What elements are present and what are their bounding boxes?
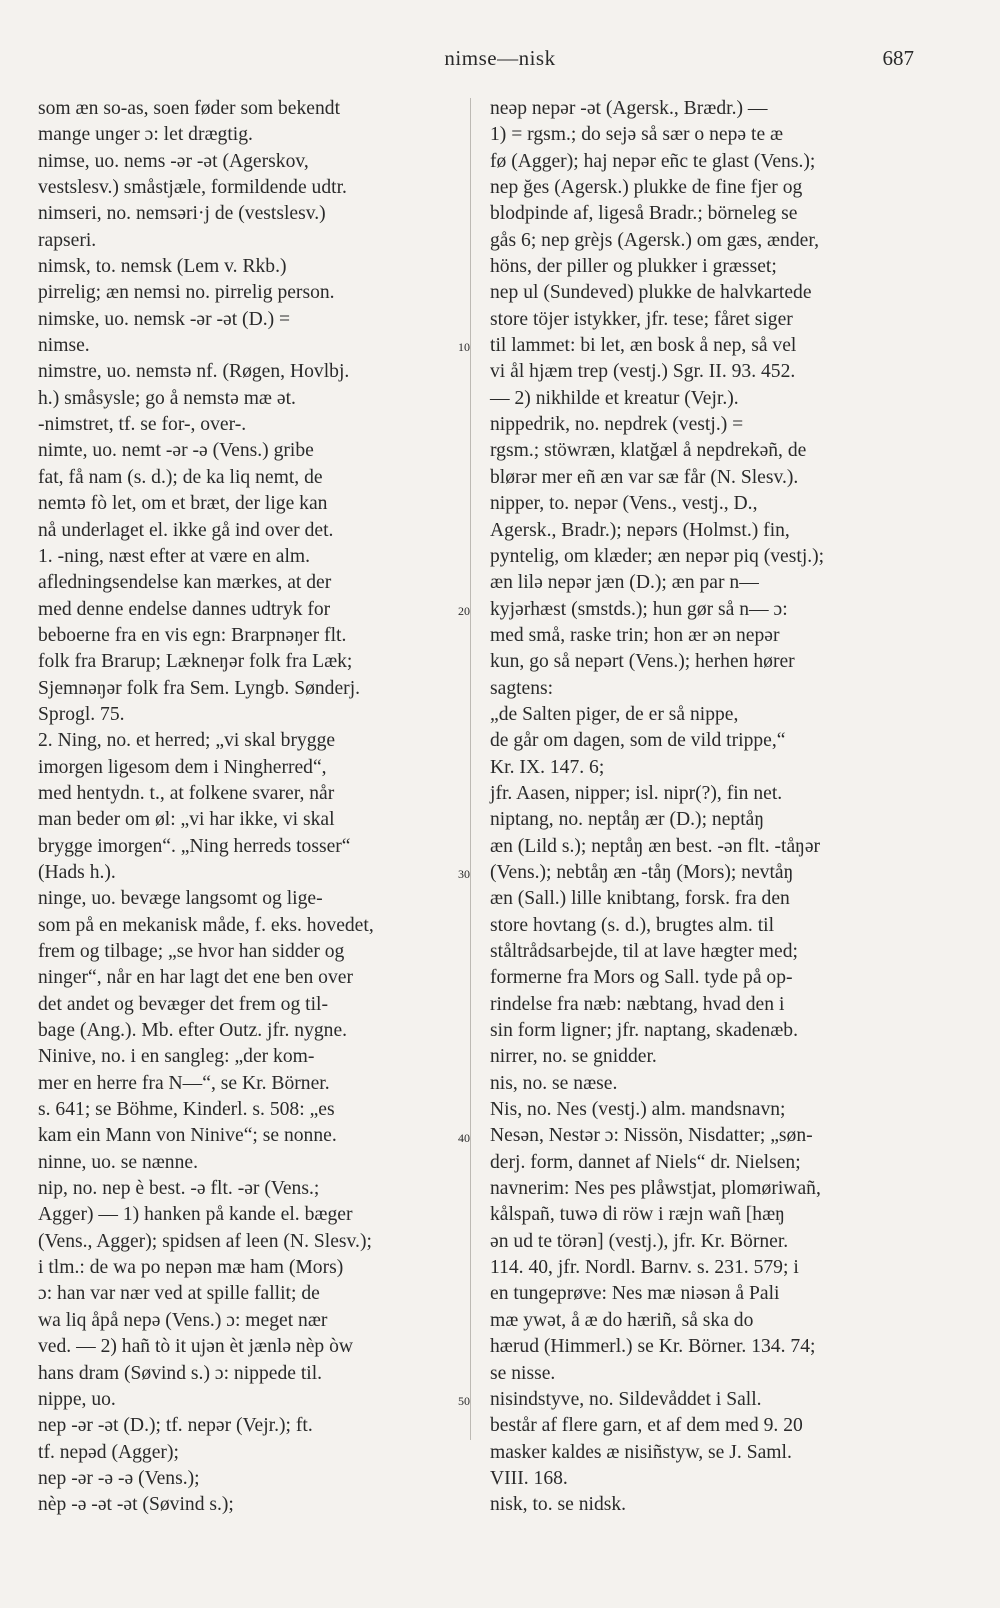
text-line: VIII. 168. bbox=[490, 1467, 568, 1489]
text-line: nimstre, uo. nemstə nf. (Røgen, Hovlbj. bbox=[38, 361, 350, 383]
text-line: nippedrik, no. nepdrek (vestj.) = bbox=[490, 414, 744, 436]
text-line: Agger) — 1) hanken på kande el. bæger bbox=[38, 1204, 353, 1226]
text-line: s. 641; se Böhme, Kinderl. s. 508: „es bbox=[38, 1099, 335, 1121]
text-line: ninne, uo. se nænne. bbox=[38, 1151, 198, 1173]
text-line: nirrer, no. se gnidder. bbox=[490, 1046, 657, 1068]
line-number: 40 bbox=[458, 1130, 470, 1145]
text-line: kålspañ, tuwə di röw i ræjn wañ [hæŋ bbox=[490, 1204, 785, 1226]
text-line: nisindstyve, no. Sildevåddet i Sall. bbox=[490, 1388, 762, 1410]
text-line: tf. nepəd (Agger); bbox=[38, 1441, 179, 1463]
text-line: imorgen ligesom dem i Ningherred“, bbox=[38, 756, 327, 778]
text-line: æn (Lild s.); neptåŋ æn best. -ən flt. -tåŋər bbox=[490, 835, 821, 857]
text-line: beboerne fra en vis egn: Brarpnəŋer flt. bbox=[38, 624, 347, 646]
text-line: Agersk., Bradr.); nepərs (Holmst.) fin, bbox=[490, 519, 790, 541]
text-line: se nisse. bbox=[490, 1362, 556, 1384]
page-header bbox=[0, 46, 1000, 76]
text-line: rapseri. bbox=[38, 229, 97, 251]
text-line: ståltrådsarbejde, til at lave hægter med; bbox=[490, 941, 798, 962]
text-line: ɔ: han var nær ved at spille fallit; de bbox=[38, 1283, 320, 1305]
text-line: formerne fra Mors og Sall. tyde på op- bbox=[490, 967, 793, 989]
text-line: Nis, no. Nes (vestj.) alm. mandsnavn; bbox=[490, 1099, 786, 1121]
line-number: 30 bbox=[458, 867, 470, 882]
text-line: — 2) nikhilde et kreatur (Vejr.). bbox=[490, 387, 739, 409]
text-line: blørər mer eñ æn var sæ får (N. Slesv.). bbox=[490, 466, 799, 488]
text-line: sagtens: bbox=[490, 677, 554, 699]
text-line: mæ ywət, å æ do hæriñ, så ska do bbox=[490, 1309, 754, 1331]
text-line: kun, go så nepərt (Vens.); herhen hører bbox=[490, 651, 795, 673]
text-line: gås 6; nep grèjs (Agersk.) om gæs, ænder, bbox=[490, 229, 819, 251]
text-line: rindelse fra næb: næbtang, hvad den i bbox=[490, 993, 785, 1015]
text-line: de går om dagen, som de vild trippe,“ bbox=[490, 730, 786, 752]
text-line: pirrelig; æn nemsi no. pirrelig person. bbox=[38, 282, 335, 304]
text-line: Kr. IX. 147. 6; bbox=[490, 756, 605, 778]
text-line: nippe, uo. bbox=[38, 1388, 116, 1410]
right-column bbox=[490, 96, 930, 1519]
text-line: æn lilə nepər jæn (D.); æn par n— bbox=[490, 572, 759, 594]
text-line: neəp nepər -ət (Agersk., Brædr.) — bbox=[490, 98, 768, 119]
text-line: bage (Ang.). Mb. efter Outz. jfr. nygne. bbox=[38, 1020, 348, 1042]
text-line: ninge, uo. bevæge langsomt og lige- bbox=[38, 888, 323, 910]
text-line: med små, raske trin; hon ær ən nepər bbox=[490, 624, 780, 646]
text-line: vi ål hjæm trep (vestj.) Sgr. II. 93. 452. bbox=[490, 361, 796, 383]
text-line: nimske, uo. nemsk -ər -ət (D.) = bbox=[38, 308, 291, 330]
text-line: frem og tilbage; „se hvor han sidder og bbox=[38, 941, 345, 962]
text-line: fat, få nam (s. d.); de ka liq nemt, de bbox=[38, 466, 323, 488]
text-line: hærud (Himmerl.) se Kr. Börner. 134. 74; bbox=[490, 1336, 816, 1358]
text-line: nimte, uo. nemt -ər -ə (Vens.) gribe bbox=[38, 440, 314, 462]
text-line: masker kaldes æ nisiñstyw, se J. Saml. bbox=[490, 1441, 792, 1463]
text-line: nep ğes (Agersk.) plukke de fine fjer og bbox=[490, 177, 803, 199]
running-head: nimse—nisk bbox=[444, 46, 556, 70]
text-line: 1. -ning, næst efter at være en alm. bbox=[38, 545, 311, 567]
text-line: ved. — 2) hañ tò it ujən èt jænlə nèp òw bbox=[38, 1336, 354, 1358]
text-line: vestslesv.) småstjæle, formildende udtr. bbox=[38, 177, 347, 199]
column-divider bbox=[470, 98, 471, 1440]
text-line: med hentydn. t., at folkene svarer, når bbox=[38, 782, 335, 804]
page-number: 687 bbox=[882, 46, 914, 70]
text-line: mer en herre fra N—“, se Kr. Börner. bbox=[38, 1072, 330, 1094]
text-line: kam ein Mann von Ninive“; se nonne. bbox=[38, 1125, 337, 1147]
text-line: 1) = rgsm.; do sejə så sær o nepə te æ bbox=[490, 124, 784, 146]
text-line: pyntelig, om klæder; æn nepər piq (vestj.); bbox=[490, 545, 825, 567]
text-line: i tlm.: de wa po nepən mæ ham (Mors) bbox=[38, 1257, 344, 1279]
text-line: navnerim: Nes pes plåwstjat, plomøriwañ, bbox=[490, 1178, 821, 1200]
text-line: folk fra Brarup; Lækneŋər folk fra Læk; bbox=[38, 651, 353, 673]
text-line: æn (Sall.) lille knibtang, forsk. fra den bbox=[490, 888, 790, 910]
text-line: nep -ər -ə -ə (Vens.); bbox=[38, 1467, 200, 1489]
text-line: nep ul (Sundeved) plukke de halvkartede bbox=[490, 282, 812, 304]
text-line: nip, no. nep è best. -ə flt. -ər (Vens.; bbox=[38, 1178, 320, 1200]
text-line: man beder om øl: „vi har ikke, vi skal bbox=[38, 809, 335, 831]
text-line: til lammet: bi let, æn bosk å nep, så vel bbox=[490, 335, 797, 357]
text-line: med denne endelse dannes udtryk for bbox=[38, 598, 331, 620]
line-number: 50 bbox=[458, 1394, 470, 1409]
text-line: ninger“, når en har lagt det ene ben over bbox=[38, 967, 353, 989]
text-line: (Vens.); nebtåŋ æn -tåŋ (Mors); nevtåŋ bbox=[490, 861, 794, 883]
text-line: niptang, no. neptåŋ ær (D.); neptåŋ bbox=[490, 809, 765, 831]
text-line: kyjərhæst (smstds.); hun gør så n— ɔ: bbox=[490, 598, 788, 620]
text-line: hans dram (Søvind s.) ɔ: nippede til. bbox=[38, 1362, 323, 1384]
text-line: h.) småsysle; go å nemstə mæ ət. bbox=[38, 387, 296, 409]
text-line: afledningsendelse kan mærkes, at der bbox=[38, 572, 332, 594]
text-line: nemtə fò let, om et bræt, der lige kan bbox=[38, 493, 328, 515]
text-line: nimse, uo. nems -ər -ət (Agerskov, bbox=[38, 150, 309, 172]
text-line: 114. 40, jfr. Nordl. Barnv. s. 231. 579; i bbox=[490, 1257, 799, 1279]
text-line: mange unger ɔ: let drægtig. bbox=[38, 124, 253, 146]
text-line: nipper, to. nepər (Vens., vestj., D., bbox=[490, 493, 758, 515]
text-line: nimseri, no. nemsəri·j de (vestslesv.) bbox=[38, 203, 326, 225]
text-line: nå underlaget el. ikke gå ind over det. bbox=[38, 519, 334, 541]
text-line: Ninive, no. i en sangleg: „der kom- bbox=[38, 1046, 315, 1068]
text-line: (Vens., Agger); spidsen af leen (N. Slesv.); bbox=[38, 1230, 372, 1252]
text-line: Nesən, Nestər ɔ: Nissön, Nisdatter; „søn- bbox=[490, 1125, 813, 1147]
text-line: nimsk, to. nemsk (Lem v. Rkb.) bbox=[38, 256, 287, 278]
text-line: ən ud te törən] (vestj.), jfr. Kr. Börner. bbox=[490, 1230, 789, 1252]
text-line: det andet og bevæger det frem og til- bbox=[38, 993, 329, 1015]
text-line: fø (Agger); haj nepər eñc te glast (Vens.); bbox=[490, 150, 816, 172]
left-column bbox=[38, 96, 462, 1519]
text-line: store töjer istykker, jfr. tese; fåret siger bbox=[490, 308, 793, 330]
text-line: höns, der piller og plukker i græsset; bbox=[490, 256, 777, 278]
line-number: 10 bbox=[458, 340, 470, 355]
text-line: rgsm.; stöwræn, klatğæl å nepdrekəñ, de bbox=[490, 440, 807, 462]
text-line: sin form ligner; jfr. naptang, skadenæb. bbox=[490, 1020, 798, 1042]
text-line: en tungeprøve: Nes mæ niəsən å Pali bbox=[490, 1283, 780, 1305]
text-line: som på en mekanisk måde, f. eks. hovedet, bbox=[38, 914, 374, 936]
text-line: nis, no. se næse. bbox=[490, 1072, 618, 1094]
text-line: Sjemnəŋər folk fra Sem. Lyngb. Sønderj. bbox=[38, 677, 361, 699]
text-line: blodpinde af, ligeså Bradr.; börneleg se bbox=[490, 203, 798, 225]
text-line: nep -ər -ət (D.); tf. nepər (Vejr.); ft. bbox=[38, 1415, 313, 1437]
text-line: store hovtang (s. d.), brugtes alm. til bbox=[490, 914, 775, 936]
line-number: 20 bbox=[458, 603, 470, 618]
text-line: nèp -ə -ət -ət (Søvind s.); bbox=[38, 1494, 234, 1516]
text-line: jfr. Aasen, nipper; isl. nipr(?), fin net. bbox=[490, 782, 783, 804]
text-line: Sprogl. 75. bbox=[38, 703, 125, 725]
text-line: består af flere garn, et af dem med 9. 20 bbox=[490, 1415, 803, 1437]
text-line: 2. Ning, no. et herred; „vi skal brygge bbox=[38, 730, 336, 752]
text-line: derj. form, dannet af Niels“ dr. Nielsen; bbox=[490, 1151, 801, 1173]
text-line: -nimstret, tf. se for-, over-. bbox=[38, 414, 247, 436]
text-line: nisk, to. se nidsk. bbox=[490, 1494, 627, 1516]
text-line: som æn so-as, soen føder som bekendt bbox=[38, 98, 341, 119]
text-line: (Hads h.). bbox=[38, 861, 116, 883]
text-line: nimse. bbox=[38, 335, 90, 357]
text-line: „de Salten piger, de er så nippe, bbox=[490, 703, 739, 725]
text-line: brygge imorgen“. „Ning herreds tosser“ bbox=[38, 835, 351, 857]
text-line: wa liq åpå nepə (Vens.) ɔ: meget nær bbox=[38, 1309, 328, 1331]
